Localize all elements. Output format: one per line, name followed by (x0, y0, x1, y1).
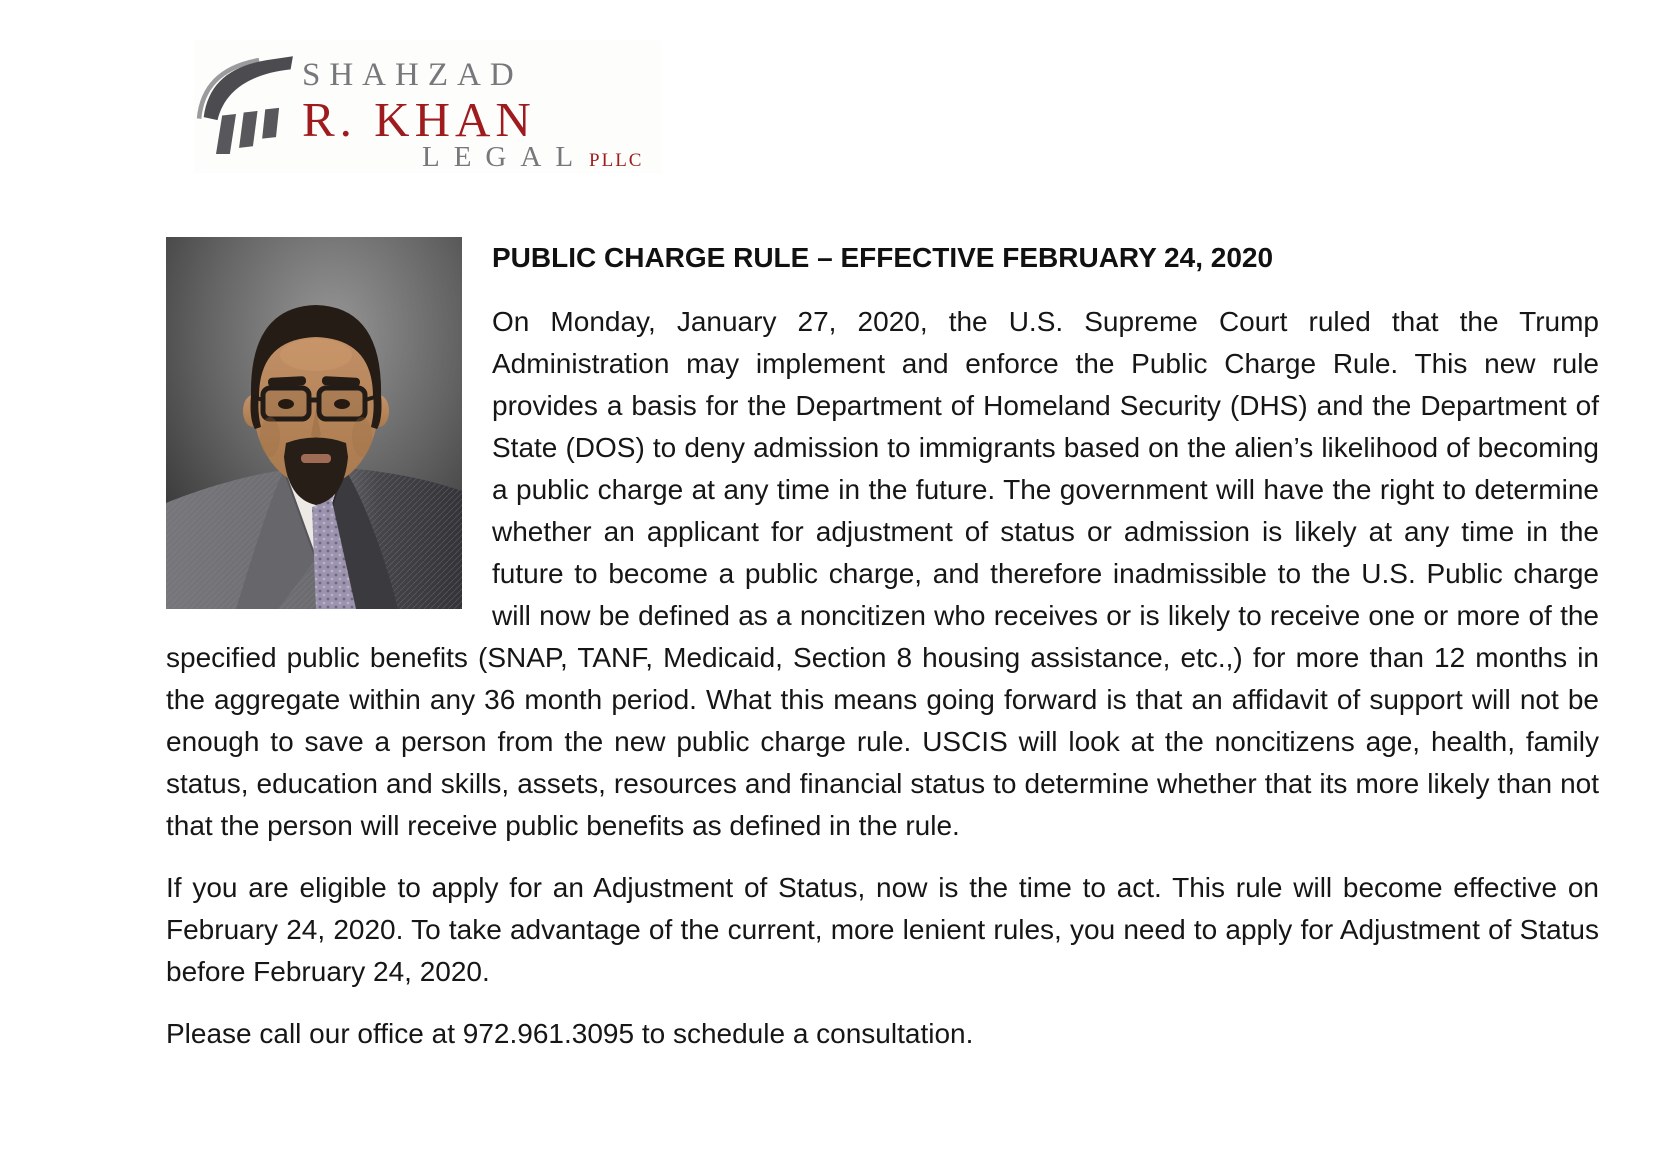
logo-name-shahzad: SHAHZAD (302, 57, 523, 93)
column-icon (196, 42, 296, 166)
paragraph-public-charge-rule: On Monday, January 27, 2020, the U.S. Supreme Court ruled that the Trump Administration may implement and enforce the Public Charge Rule. This new rule provides a basis for the Department of Homeland Security (DHS) and the Department of State (DOS) to deny admission to immigrants based on the alien’s likelihood of becoming a public charge at any time in the future. The government will have the right to determine whether an applicant for adjustment of status or admission is likely at any time in the future to become a public charge, and therefore inadmissible to the U.S. Public charge will now be defined as a noncitizen who receives or is likely to receive one or more of the specified public benefits (SNAP, TANF, Medicaid, Section 8 housing assistance, etc.,) for more than 12 months in the aggregate within any 36 month period. What this means going forward is that an affidavit of support will not be enough to save a person from the new public charge rule. USCIS will look at the noncitizens age, health, family status, education and skills, assets, resources and financial status to determine whether that its more likely than not that the person will receive public benefits as defined in the rule. (166, 306, 1599, 842)
attorney-photo (166, 237, 462, 609)
logo-pllc-text: PLLC (589, 149, 644, 171)
paragraph-adjustment-of-status: If you are eligible to apply for an Adjustment of Status, now is the time to act. This rule will become effective on February 24, 2020. To take advantage of the current, more lenient rules, you need to apply for Adjustment of Status before February 24, 2020. (166, 872, 1599, 988)
firm-logo (194, 40, 661, 173)
logo-legal-text: LEGAL (422, 140, 588, 173)
logo-name-legal (422, 140, 644, 173)
article-heading: PUBLIC CHARGE RULE – EFFECTIVE FEBRUARY 24, 2020 (492, 242, 1274, 274)
article-body (166, 237, 1599, 1055)
paragraph-call-to-action: Please call our office at 972.961.3095 to schedule a consultation. (166, 1018, 974, 1050)
logo-wordmark (302, 42, 643, 171)
logo-name-rkhan: R. KHAN (302, 91, 536, 147)
